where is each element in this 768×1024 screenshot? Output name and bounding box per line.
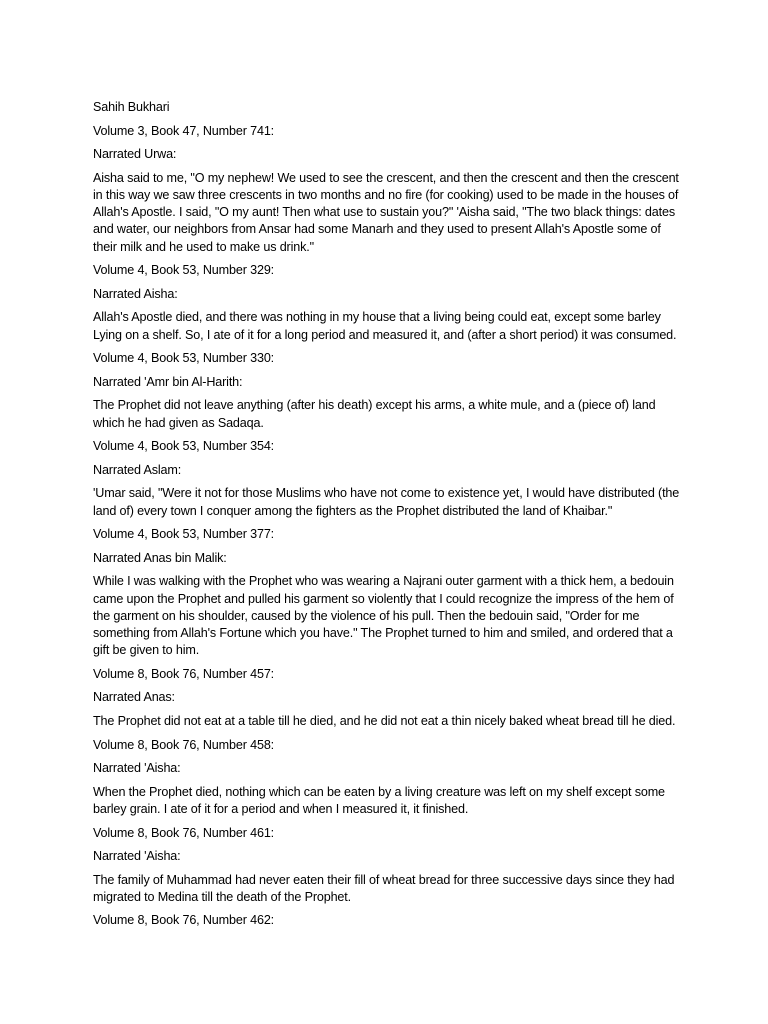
hadith-entry xyxy=(93,438,683,520)
hadith-narrator: Narrated Urwa: xyxy=(93,147,177,162)
hadith-reference: Volume 4, Book 53, Number 354: xyxy=(93,439,275,454)
hadith-text: 'Umar said, "Were it not for those Muslims who have not come to existence yet, I would have distributed (the land of) every town I conquer among the fighters as the Prophet distributed the land of Khaibar." xyxy=(93,486,680,518)
hadith-narrator: Narrated Anas bin Malik: xyxy=(93,550,227,565)
hadith-reference: Volume 8, Book 76, Number 461: xyxy=(93,825,275,840)
hadith-narrator: Narrated Aslam: xyxy=(93,462,182,477)
hadith-entry xyxy=(93,912,683,929)
hadith-reference: Volume 3, Book 47, Number 741: xyxy=(93,123,275,138)
document-page xyxy=(93,99,683,936)
hadith-entry xyxy=(93,737,683,819)
hadith-narrator: Narrated Anas: xyxy=(93,690,175,705)
hadith-reference: Volume 8, Book 76, Number 462: xyxy=(93,913,275,928)
hadith-text: Allah's Apostle died, and there was nothing in my house that a living being could eat, except some barley Lying on a shelf. So, I ate of it for a long period and measured it, and (after a short period) it was consumed. xyxy=(93,310,677,342)
hadith-narrator: Narrated 'Aisha: xyxy=(93,761,181,776)
hadith-entry xyxy=(93,526,683,659)
hadith-reference: Volume 8, Book 76, Number 458: xyxy=(93,737,275,752)
hadith-entry xyxy=(93,123,683,256)
hadith-reference: Volume 8, Book 76, Number 457: xyxy=(93,666,275,681)
hadith-narrator: Narrated 'Amr bin Al-Harith: xyxy=(93,374,243,389)
hadith-text: When the Prophet died, nothing which can be eaten by a living creature was left on my shelf except some barley grain. I ate of it for a period and when I measured it, it finished. xyxy=(93,784,665,816)
hadith-reference: Volume 4, Book 53, Number 377: xyxy=(93,527,275,542)
hadith-text: Aisha said to me, "O my nephew! We used to see the crescent, and then the crescent and then the crescent in this way we saw three crescents in two months and no fire (for cooking) used to be made in the houses of Allah's Apostle. I said, "O my aunt! Then what use to sustain you?" 'Aisha said, "The two black things: dates and water, our neighbors from Ansar had some Manarh and they used to present Allah's Apostle some of their milk and he used to make us drink." xyxy=(93,170,679,254)
hadith-text: The Prophet did not leave anything (after his death) except his arms, a white mule, and a (piece of) land which he had given as Sadaqa. xyxy=(93,398,656,430)
hadith-entry xyxy=(93,350,683,432)
hadith-narrator: Narrated 'Aisha: xyxy=(93,849,181,864)
hadith-entry xyxy=(93,666,683,730)
hadith-text: The Prophet did not eat at a table till he died, and he did not eat a thin nicely baked wheat bread till he died. xyxy=(93,713,676,728)
document-title: Sahih Bukhari xyxy=(93,100,170,114)
hadith-reference: Volume 4, Book 53, Number 329: xyxy=(93,263,275,278)
hadith-entry xyxy=(93,825,683,907)
hadith-text: While I was walking with the Prophet who was wearing a Najrani outer garment with a thick hem, a bedouin came upon the Prophet and pulled his garment so violently that I could recognize the impress of the hem of the garment on his shoulder, caused by the violence of his pull. Then the bedouin said, "Order for me something from Allah's Fortune which you have." The Prophet turned to him and smiled, and ordered that a gift be given to him. xyxy=(93,574,674,658)
hadith-entry xyxy=(93,262,683,344)
hadith-narrator: Narrated Aisha: xyxy=(93,286,178,301)
hadith-reference: Volume 4, Book 53, Number 330: xyxy=(93,351,275,366)
hadith-text: The family of Muhammad had never eaten their fill of wheat bread for three successive days since they had migrated to Medina till the death of the Prophet. xyxy=(93,872,675,904)
